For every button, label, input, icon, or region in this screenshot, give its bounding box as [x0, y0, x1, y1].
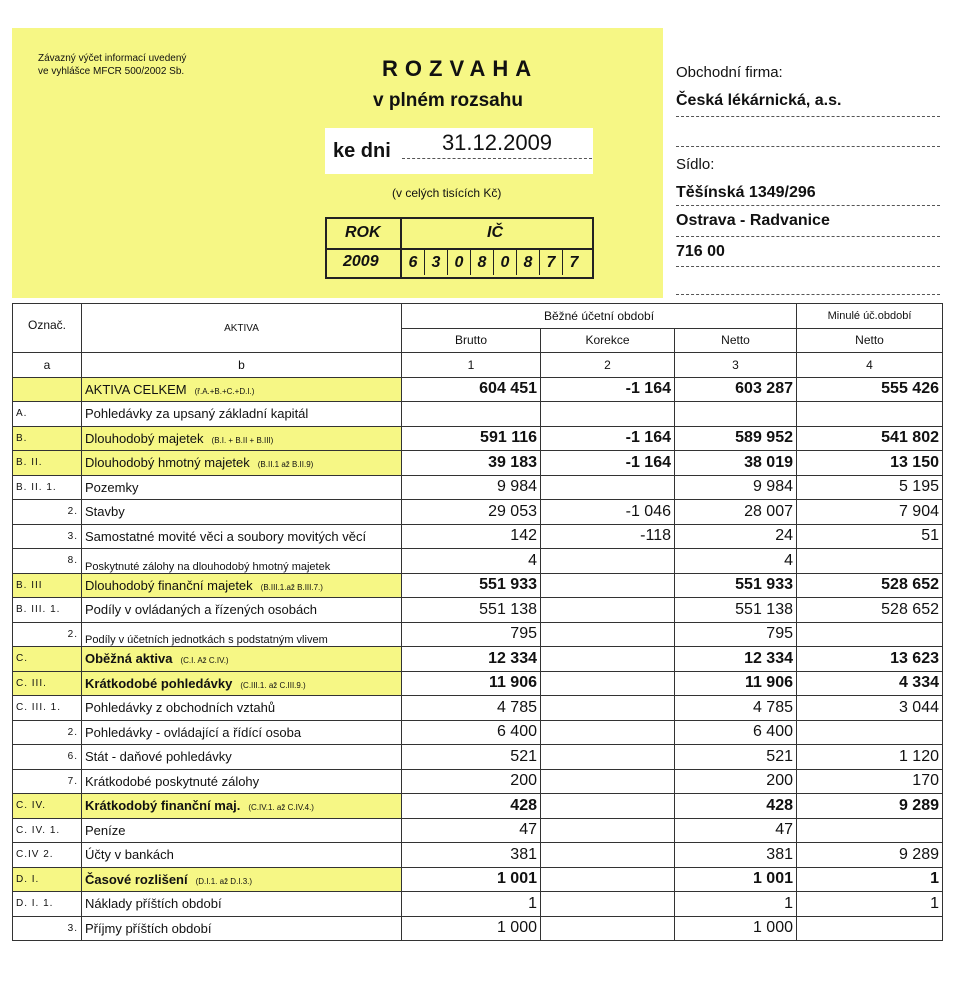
divider [676, 116, 940, 117]
row-label [82, 549, 402, 574]
cell-netto: 428 [675, 794, 797, 819]
row-label-text: Účty v bankách [85, 847, 174, 863]
document-title: ROZVAHA [382, 56, 539, 81]
row-label-text: Pohledávky za upsaný základní kapitál [85, 406, 309, 422]
cell-prev: 1 [797, 867, 943, 892]
cell-netto: 47 [675, 818, 797, 843]
ic-digit: 6 [401, 250, 424, 275]
cell-brutto: 551 933 [402, 573, 541, 598]
table-row [13, 549, 943, 574]
table-row [13, 794, 943, 819]
row-formula: (D.I.1. až D.I.3.) [195, 876, 253, 886]
row-code: B. [13, 426, 82, 451]
cell-netto: 9 984 [675, 475, 797, 500]
cell-korekce [541, 843, 675, 868]
table-row [13, 647, 943, 672]
row-label [82, 892, 402, 917]
cell-prev [797, 818, 943, 843]
row-label [82, 500, 402, 525]
cell-prev: 3 044 [797, 696, 943, 721]
table-row [13, 426, 943, 451]
row-label [82, 745, 402, 770]
cell-netto: 4 785 [675, 696, 797, 721]
row-label [82, 451, 402, 476]
header-netto-prev: Netto [797, 328, 943, 353]
row-label-text: Pozemky [85, 479, 139, 495]
row-code: 3. [13, 916, 82, 941]
header-current-period: Běžné účetní období [402, 304, 797, 329]
table-header-row [13, 353, 943, 378]
ic-digits [401, 250, 585, 275]
cell-korekce: -1 164 [541, 426, 675, 451]
cell-brutto: 39 183 [402, 451, 541, 476]
row-formula: (C.IV.1. až C.IV.4.) [248, 803, 314, 813]
row-label-text: Krátkodobé pohledávky [85, 675, 233, 691]
table-row [13, 402, 943, 427]
row-code: 2. [13, 500, 82, 525]
cell-korekce [541, 402, 675, 427]
row-code: D. I. 1. [13, 892, 82, 917]
header-brutto: Brutto [402, 328, 541, 353]
date-value: 31.12.2009 [402, 130, 592, 159]
firm-name: Česká lékárnická, a.s. [676, 92, 842, 109]
postal-code: 716 00 [676, 243, 725, 260]
row-label-text: Stavby [85, 504, 125, 520]
cell-prev: 528 652 [797, 598, 943, 623]
divider [676, 266, 940, 267]
legal-note-line-1: Závazný výčet informací uvedený [38, 53, 187, 64]
cell-prev [797, 916, 943, 941]
units-note: (v celých tisících Kč) [392, 186, 502, 200]
cell-netto: 1 001 [675, 867, 797, 892]
cell-prev: 13 623 [797, 647, 943, 672]
row-code: C. III. [13, 671, 82, 696]
cell-korekce [541, 794, 675, 819]
ic-digit: 8 [516, 250, 539, 275]
row-label-text: Krátkodobý finanční maj. [85, 798, 241, 814]
cell-prev: 7 904 [797, 500, 943, 525]
header-previous-period: Minulé úč.období [797, 304, 943, 329]
divider [676, 294, 940, 295]
cell-brutto: 11 906 [402, 671, 541, 696]
cell-brutto: 795 [402, 622, 541, 647]
table-row [13, 769, 943, 794]
row-code: B. II. [13, 451, 82, 476]
row-label-text: Peníze [85, 822, 126, 838]
table-row [13, 671, 943, 696]
cell-prev: 1 [797, 892, 943, 917]
legal-note [38, 52, 186, 78]
cell-prev: 5 195 [797, 475, 943, 500]
cell-netto: 12 334 [675, 647, 797, 672]
ic-digit: 7 [539, 250, 562, 275]
cell-brutto: 9 984 [402, 475, 541, 500]
cell-brutto: 521 [402, 745, 541, 770]
table-row [13, 622, 943, 647]
table-row [13, 720, 943, 745]
row-code: 2. [13, 622, 82, 647]
row-label [82, 573, 402, 598]
row-label [82, 475, 402, 500]
row-formula: (B.III.1.až B.III.7.) [260, 582, 323, 592]
table-row [13, 867, 943, 892]
row-formula: (B.II.1 až B.II.9) [257, 460, 314, 470]
divider [676, 205, 940, 206]
cell-brutto: 604 451 [402, 377, 541, 402]
cell-korekce [541, 475, 675, 500]
row-code: 2. [13, 720, 82, 745]
cell-prev [797, 402, 943, 427]
table-header-row [13, 304, 943, 329]
header-aktiva: AKTIVA [82, 304, 402, 353]
row-label-text: Dlouhodobý majetek [85, 430, 204, 446]
firm-label: Obchodní firma: [676, 64, 783, 81]
cell-brutto: 1 001 [402, 867, 541, 892]
ic-digit: 0 [493, 250, 516, 275]
row-label [82, 622, 402, 647]
cell-brutto [402, 402, 541, 427]
cell-netto: 521 [675, 745, 797, 770]
cell-netto: 24 [675, 524, 797, 549]
cell-korekce: -118 [541, 524, 675, 549]
rok-label: ROK [345, 224, 381, 241]
table-row [13, 573, 943, 598]
row-label-text: Pohledávky z obchodních vztahů [85, 700, 276, 716]
row-code: B. II. 1. [13, 475, 82, 500]
table-row [13, 524, 943, 549]
row-label [82, 818, 402, 843]
row-label [82, 720, 402, 745]
row-formula: (B.I. + B.II + B.III) [211, 435, 274, 445]
cell-korekce [541, 818, 675, 843]
balance-sheet-table [12, 303, 943, 941]
row-label [82, 916, 402, 941]
document-subtitle: v plném rozsahu [373, 90, 523, 111]
cell-brutto: 142 [402, 524, 541, 549]
row-label [82, 426, 402, 451]
row-label-text: Samostatné movité věci a soubory movitých věcí [85, 528, 367, 544]
cell-korekce: -1 046 [541, 500, 675, 525]
cell-brutto: 29 053 [402, 500, 541, 525]
row-code [13, 377, 82, 402]
row-formula: (C.I. Až C.IV.) [180, 656, 229, 666]
cell-netto: 589 952 [675, 426, 797, 451]
cell-netto: 381 [675, 843, 797, 868]
row-label-text: Pohledávky - ovládající a řídící osoba [85, 724, 302, 740]
cell-brutto: 4 [402, 549, 541, 574]
row-label [82, 647, 402, 672]
cell-korekce [541, 671, 675, 696]
cell-prev: 528 652 [797, 573, 943, 598]
divider [676, 146, 940, 147]
cell-korekce [541, 696, 675, 721]
cell-prev [797, 622, 943, 647]
ic-digit: 8 [470, 250, 493, 275]
row-code: C. IV. [13, 794, 82, 819]
cell-brutto: 591 116 [402, 426, 541, 451]
row-code: A. [13, 402, 82, 427]
row-code: C.IV 2. [13, 843, 82, 868]
cell-korekce: -1 164 [541, 377, 675, 402]
cell-korekce [541, 916, 675, 941]
row-label-text: Dlouhodobý finanční majetek [85, 577, 253, 593]
row-label [82, 402, 402, 427]
cell-korekce [541, 769, 675, 794]
row-code: D. I. [13, 867, 82, 892]
cell-netto: 38 019 [675, 451, 797, 476]
cell-prev [797, 720, 943, 745]
row-label [82, 794, 402, 819]
row-label-text: Příjmy příštích období [85, 920, 212, 936]
row-label-text: Oběžná aktiva [85, 651, 173, 667]
address-line-2: Ostrava - Radvanice [676, 212, 830, 229]
cell-brutto: 4 785 [402, 696, 541, 721]
cell-netto: 1 000 [675, 916, 797, 941]
cell-korekce [541, 647, 675, 672]
cell-brutto: 47 [402, 818, 541, 843]
cell-netto: 795 [675, 622, 797, 647]
cell-prev: 4 334 [797, 671, 943, 696]
row-code: B. III. 1. [13, 598, 82, 623]
ic-digit: 3 [424, 250, 447, 275]
cell-brutto: 6 400 [402, 720, 541, 745]
cell-prev: 9 289 [797, 843, 943, 868]
row-label-text: Dlouhodobý hmotný majetek [85, 455, 250, 471]
cell-prev: 1 120 [797, 745, 943, 770]
row-label-text: Podíly v ovládaných a řízených osobách [85, 602, 317, 618]
cell-korekce [541, 745, 675, 770]
seat-label: Sídlo: [676, 156, 715, 173]
row-label-text: AKTIVA CELKEM [85, 381, 187, 397]
row-code: B. III [13, 573, 82, 598]
cell-prev: 541 802 [797, 426, 943, 451]
row-label-text: Náklady příštích období [85, 896, 222, 912]
divider [676, 236, 940, 237]
cell-brutto: 1 000 [402, 916, 541, 941]
header-oznac: Označ. [13, 304, 82, 353]
cell-netto: 6 400 [675, 720, 797, 745]
row-code: 6. [13, 745, 82, 770]
cell-brutto: 12 334 [402, 647, 541, 672]
address-line-1: Těšínská 1349/296 [676, 184, 816, 201]
table-row [13, 598, 943, 623]
row-code: 7. [13, 769, 82, 794]
table-row [13, 892, 943, 917]
date-label: ke dni [333, 140, 391, 162]
cell-netto: 551 138 [675, 598, 797, 623]
table-row [13, 500, 943, 525]
row-label [82, 671, 402, 696]
row-code: 3. [13, 524, 82, 549]
header-col-1: 1 [402, 353, 541, 378]
row-label-text: Poskytnuté zálohy na dlouhodobý hmotný majetek [85, 560, 331, 573]
header-col-a: a [13, 353, 82, 378]
row-label [82, 377, 402, 402]
cell-korekce [541, 720, 675, 745]
row-label [82, 843, 402, 868]
header-col-4: 4 [797, 353, 943, 378]
cell-netto: 28 007 [675, 500, 797, 525]
legal-note-line-2: ve vyhlášce MFCR 500/2002 Sb. [38, 66, 185, 77]
row-formula: (ř.A.+B.+C.+D.I.) [194, 386, 255, 396]
ic-digit: 7 [562, 250, 585, 275]
table-row [13, 696, 943, 721]
cell-prev: 555 426 [797, 377, 943, 402]
cell-brutto: 1 [402, 892, 541, 917]
table-row [13, 745, 943, 770]
row-label [82, 867, 402, 892]
cell-netto [675, 402, 797, 427]
cell-korekce [541, 573, 675, 598]
row-label-text: Časové rozlišení [85, 871, 188, 887]
row-code: C. [13, 647, 82, 672]
row-code: C. III. 1. [13, 696, 82, 721]
row-label-text: Stát - daňové pohledávky [85, 749, 232, 765]
row-label [82, 769, 402, 794]
table-row [13, 818, 943, 843]
row-formula: (C.III.1. až C.III.9.) [240, 680, 306, 690]
cell-korekce [541, 549, 675, 574]
cell-brutto: 428 [402, 794, 541, 819]
cell-prev: 9 289 [797, 794, 943, 819]
ic-digit: 0 [447, 250, 470, 275]
cell-brutto: 200 [402, 769, 541, 794]
header-korekce: Korekce [541, 328, 675, 353]
rok-value: 2009 [343, 253, 379, 270]
cell-netto: 11 906 [675, 671, 797, 696]
header-netto: Netto [675, 328, 797, 353]
cell-korekce [541, 622, 675, 647]
header-col-2: 2 [541, 353, 675, 378]
cell-prev: 13 150 [797, 451, 943, 476]
cell-prev: 51 [797, 524, 943, 549]
cell-prev [797, 549, 943, 574]
row-label-text: Krátkodobé poskytnuté zálohy [85, 773, 260, 789]
row-code: 8. [13, 549, 82, 574]
cell-korekce [541, 867, 675, 892]
row-label [82, 696, 402, 721]
header-col-3: 3 [675, 353, 797, 378]
cell-brutto: 551 138 [402, 598, 541, 623]
cell-netto: 200 [675, 769, 797, 794]
table-row [13, 916, 943, 941]
row-label-text: Podíly v účetních jednotkách s podstatným vlivem [85, 634, 328, 646]
cell-netto: 4 [675, 549, 797, 574]
cell-netto: 1 [675, 892, 797, 917]
cell-prev: 170 [797, 769, 943, 794]
row-label [82, 598, 402, 623]
table-row [13, 843, 943, 868]
cell-korekce [541, 598, 675, 623]
cell-korekce: -1 164 [541, 451, 675, 476]
row-code: C. IV. 1. [13, 818, 82, 843]
row-label [82, 524, 402, 549]
cell-korekce [541, 892, 675, 917]
ic-label: IČ [487, 224, 503, 241]
cell-brutto: 381 [402, 843, 541, 868]
table-row [13, 377, 943, 402]
table-row [13, 475, 943, 500]
cell-netto: 603 287 [675, 377, 797, 402]
header-col-b: b [82, 353, 402, 378]
cell-netto: 551 933 [675, 573, 797, 598]
table-row [13, 451, 943, 476]
rok-ic-box [325, 217, 594, 279]
